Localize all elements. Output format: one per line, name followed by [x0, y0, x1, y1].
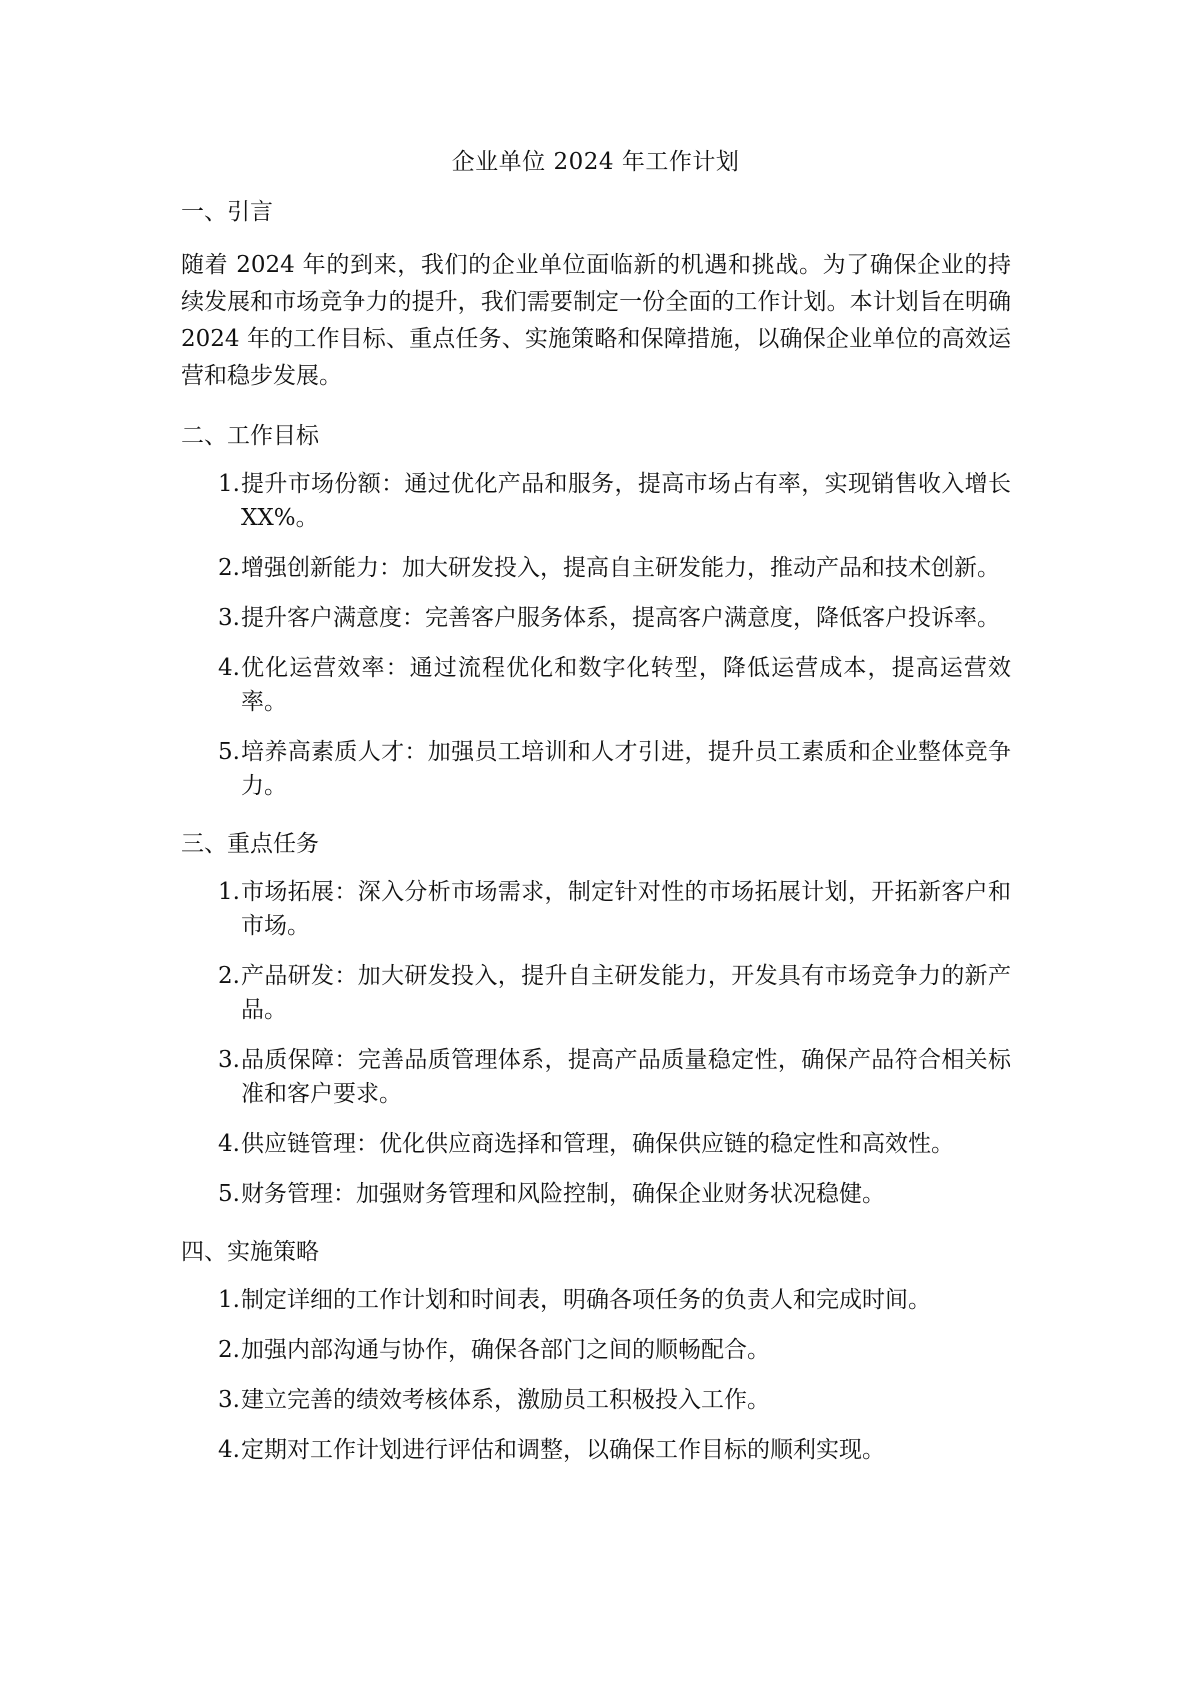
list-item — [181, 551, 1011, 585]
list-item-number: 1. — [218, 1287, 240, 1313]
list-item-text: 增强创新能力：加大研发投入，提高自主研发能力，推动产品和技术创新。 — [241, 555, 1000, 581]
list-item-text: 定期对工作计划进行评估和调整，以确保工作目标的顺利实现。 — [241, 1437, 885, 1463]
list-item — [181, 601, 1011, 635]
list-item-number: 3. — [218, 605, 240, 631]
document-body — [181, 195, 1011, 1467]
work-goals-list — [181, 467, 1011, 803]
list-item-text: 供应链管理：优化供应商选择和管理，确保供应链的稳定性和高效性。 — [241, 1131, 954, 1157]
list-item-number: 5. — [218, 739, 240, 765]
list-item-text: 产品研发：加大研发投入，提升自主研发能力，开发具有市场竞争力的新产品。 — [241, 963, 1011, 1023]
list-item-number: 3. — [218, 1047, 240, 1073]
list-item-number: 4. — [218, 655, 240, 681]
list-item-text: 财务管理：加强财务管理和风险控制，确保企业财务状况稳健。 — [241, 1181, 885, 1207]
list-item — [181, 467, 1011, 535]
list-item-text: 提升市场份额：通过优化产品和服务，提高市场占有率，实现销售收入增长 XX%。 — [241, 471, 1011, 531]
section-key-tasks — [181, 827, 1011, 1211]
section-heading-work-goals: 二、工作目标 — [181, 423, 319, 449]
list-item-text: 建立完善的绩效考核体系，激励员工积极投入工作。 — [241, 1387, 770, 1413]
section-implementation-strategy — [181, 1235, 1011, 1467]
list-item-text: 优化运营效率：通过流程优化和数字化转型，降低运营成本，提高运营效率。 — [241, 655, 1011, 715]
section-heading-introduction: 一、引言 — [181, 199, 273, 225]
section-heading-implementation-strategy: 四、实施策略 — [181, 1239, 319, 1265]
list-item — [181, 1043, 1011, 1111]
list-item-text: 制定详细的工作计划和时间表，明确各项任务的负责人和完成时间。 — [241, 1287, 931, 1313]
list-item-text: 提升客户满意度：完善客户服务体系，提高客户满意度，降低客户投诉率。 — [241, 605, 1000, 631]
key-tasks-list — [181, 875, 1011, 1211]
list-item-number: 1. — [218, 879, 240, 905]
list-item-number: 4. — [218, 1437, 240, 1463]
section-introduction — [181, 195, 1011, 395]
list-item — [181, 1433, 1011, 1467]
list-item — [181, 1283, 1011, 1317]
list-item-text: 加强内部沟通与协作，确保各部门之间的顺畅配合。 — [241, 1337, 770, 1363]
list-item — [181, 651, 1011, 719]
list-item — [181, 735, 1011, 803]
list-item-number: 5. — [218, 1181, 240, 1207]
list-item — [181, 875, 1011, 943]
section-work-goals — [181, 419, 1011, 803]
list-item-text: 培养高素质人才：加强员工培训和人才引进，提升员工素质和企业整体竞争力。 — [241, 739, 1011, 799]
list-item — [181, 1383, 1011, 1417]
list-item — [181, 1333, 1011, 1367]
list-item-text: 品质保障：完善品质管理体系，提高产品质量稳定性，确保产品符合相关标准和客户要求。 — [241, 1047, 1011, 1107]
list-item-number: 2. — [218, 1337, 240, 1363]
list-item-number: 2. — [218, 963, 240, 989]
list-item-number: 2. — [218, 555, 240, 581]
implementation-strategy-list — [181, 1283, 1011, 1467]
list-item-number: 1. — [218, 471, 240, 497]
list-item-number: 4. — [218, 1131, 240, 1157]
introduction-paragraph: 随着 2024 年的到来，我们的企业单位面临新的机遇和挑战。为了确保企业的持续发展和市场竞争力的提升，我们需要制定一份全面的工作计划。本计划旨在明确 2024 年的工作目标、重点任务、实施策略和保障措施，以确保企业单位的高效运营和稳步发展。 — [181, 252, 1011, 389]
list-item — [181, 959, 1011, 1027]
list-item — [181, 1127, 1011, 1161]
list-item-text: 市场拓展：深入分析市场需求，制定针对性的市场拓展计划，开拓新客户和市场。 — [241, 879, 1011, 939]
document-title: 企业单位 2024 年工作计划 — [451, 149, 740, 175]
section-heading-key-tasks: 三、重点任务 — [181, 831, 319, 857]
list-item-number: 3. — [218, 1387, 240, 1413]
list-item — [181, 1177, 1011, 1211]
